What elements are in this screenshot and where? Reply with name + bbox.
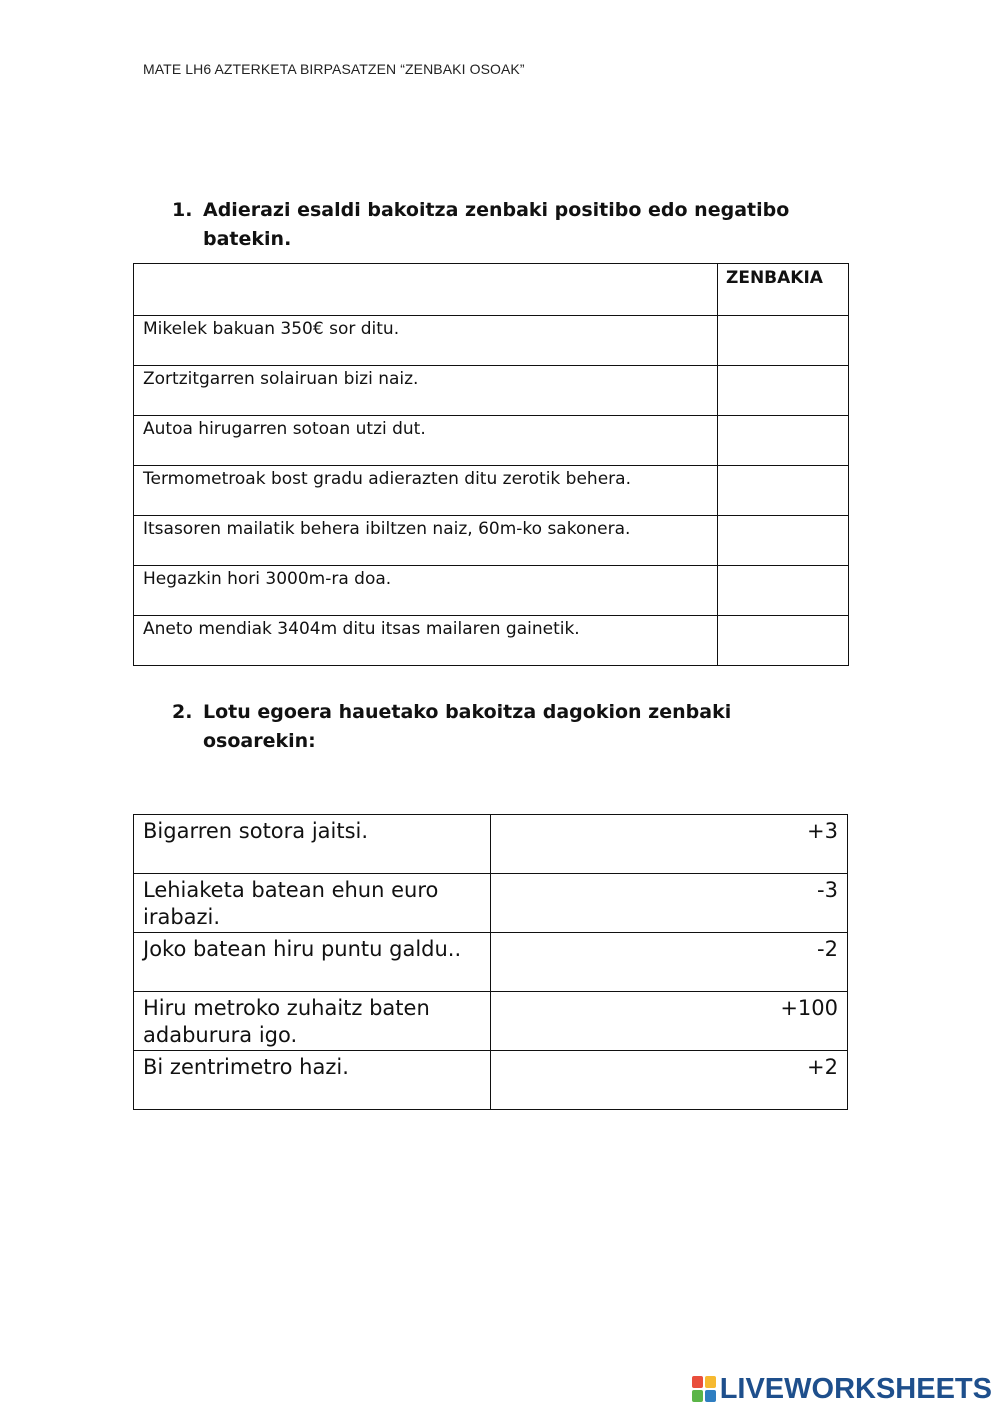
number-cell[interactable]: -2 [491,933,848,992]
table-row [134,316,849,366]
table-row [134,566,849,616]
matching-table [133,814,848,1110]
question-1-number: 1. [172,199,193,221]
statement-column-header [134,264,718,316]
logo-square-yellow [705,1376,716,1388]
statement-cell: Aneto mendiak 3404m ditu itsas mailaren gainetik. [134,616,718,666]
statement-cell: Zortzitgarren solairuan bizi naiz. [134,366,718,416]
number-cell[interactable]: +100 [491,992,848,1051]
number-column-header: ZENBAKIA [718,264,849,316]
answer-cell[interactable] [718,316,849,366]
number-cell[interactable]: -3 [491,874,848,933]
answer-cell[interactable] [718,516,849,566]
page-header: MATE LH6 AZTERKETA BIRPASATZEN “ZENBAKI OSOAK” [143,61,525,77]
table-row [134,1051,848,1110]
situation-cell[interactable]: Lehiaketa batean ehun euro irabazi. [134,874,491,933]
table-row [134,416,849,466]
logo-square-red [692,1376,703,1388]
situation-cell[interactable]: Hiru metroko zuhaitz baten adaburura igo. [134,992,491,1051]
question-1 [172,196,812,254]
logo-square-green [692,1390,703,1402]
logo-mark-icon [692,1376,716,1402]
statement-cell: Autoa hirugarren sotoan utzi dut. [134,416,718,466]
answer-cell[interactable] [718,616,849,666]
situation-cell[interactable]: Bigarren sotora jaitsi. [134,815,491,874]
table-row [134,366,849,416]
statement-cell: Itsasoren mailatik behera ibiltzen naiz, 60m-ko sakonera. [134,516,718,566]
answer-cell[interactable] [718,366,849,416]
table-row [134,616,849,666]
number-cell[interactable]: +2 [491,1051,848,1110]
logo-square-blue [705,1390,716,1402]
table-row [134,516,849,566]
statements-table [133,263,849,666]
situation-cell[interactable]: Joko batean hiru puntu galdu.. [134,933,491,992]
question-1-text: Adierazi esaldi bakoitza zenbaki positibo edo negatibo batekin. [203,199,790,250]
table-row [134,466,849,516]
answer-cell[interactable] [718,466,849,516]
liveworksheets-logo [692,1369,992,1409]
logo-text: LIVEWORKSHEETS [719,1372,992,1405]
table-row [134,874,848,933]
question-2-text: Lotu egoera hauetako bakoitza dagokion zenbaki osoarekin: [203,701,732,752]
table-header-row [134,264,849,316]
statement-cell: Termometroak bost gradu adierazten ditu zerotik behera. [134,466,718,516]
situation-cell[interactable]: Bi zentrimetro hazi. [134,1051,491,1110]
table-row [134,933,848,992]
number-cell[interactable]: +3 [491,815,848,874]
question-2-number: 2. [172,701,193,723]
answer-cell[interactable] [718,416,849,466]
statement-cell: Hegazkin hori 3000m-ra doa. [134,566,718,616]
table-row [134,992,848,1051]
question-2 [172,698,812,756]
statement-cell: Mikelek bakuan 350€ sor ditu. [134,316,718,366]
table-row [134,815,848,874]
answer-cell[interactable] [718,566,849,616]
